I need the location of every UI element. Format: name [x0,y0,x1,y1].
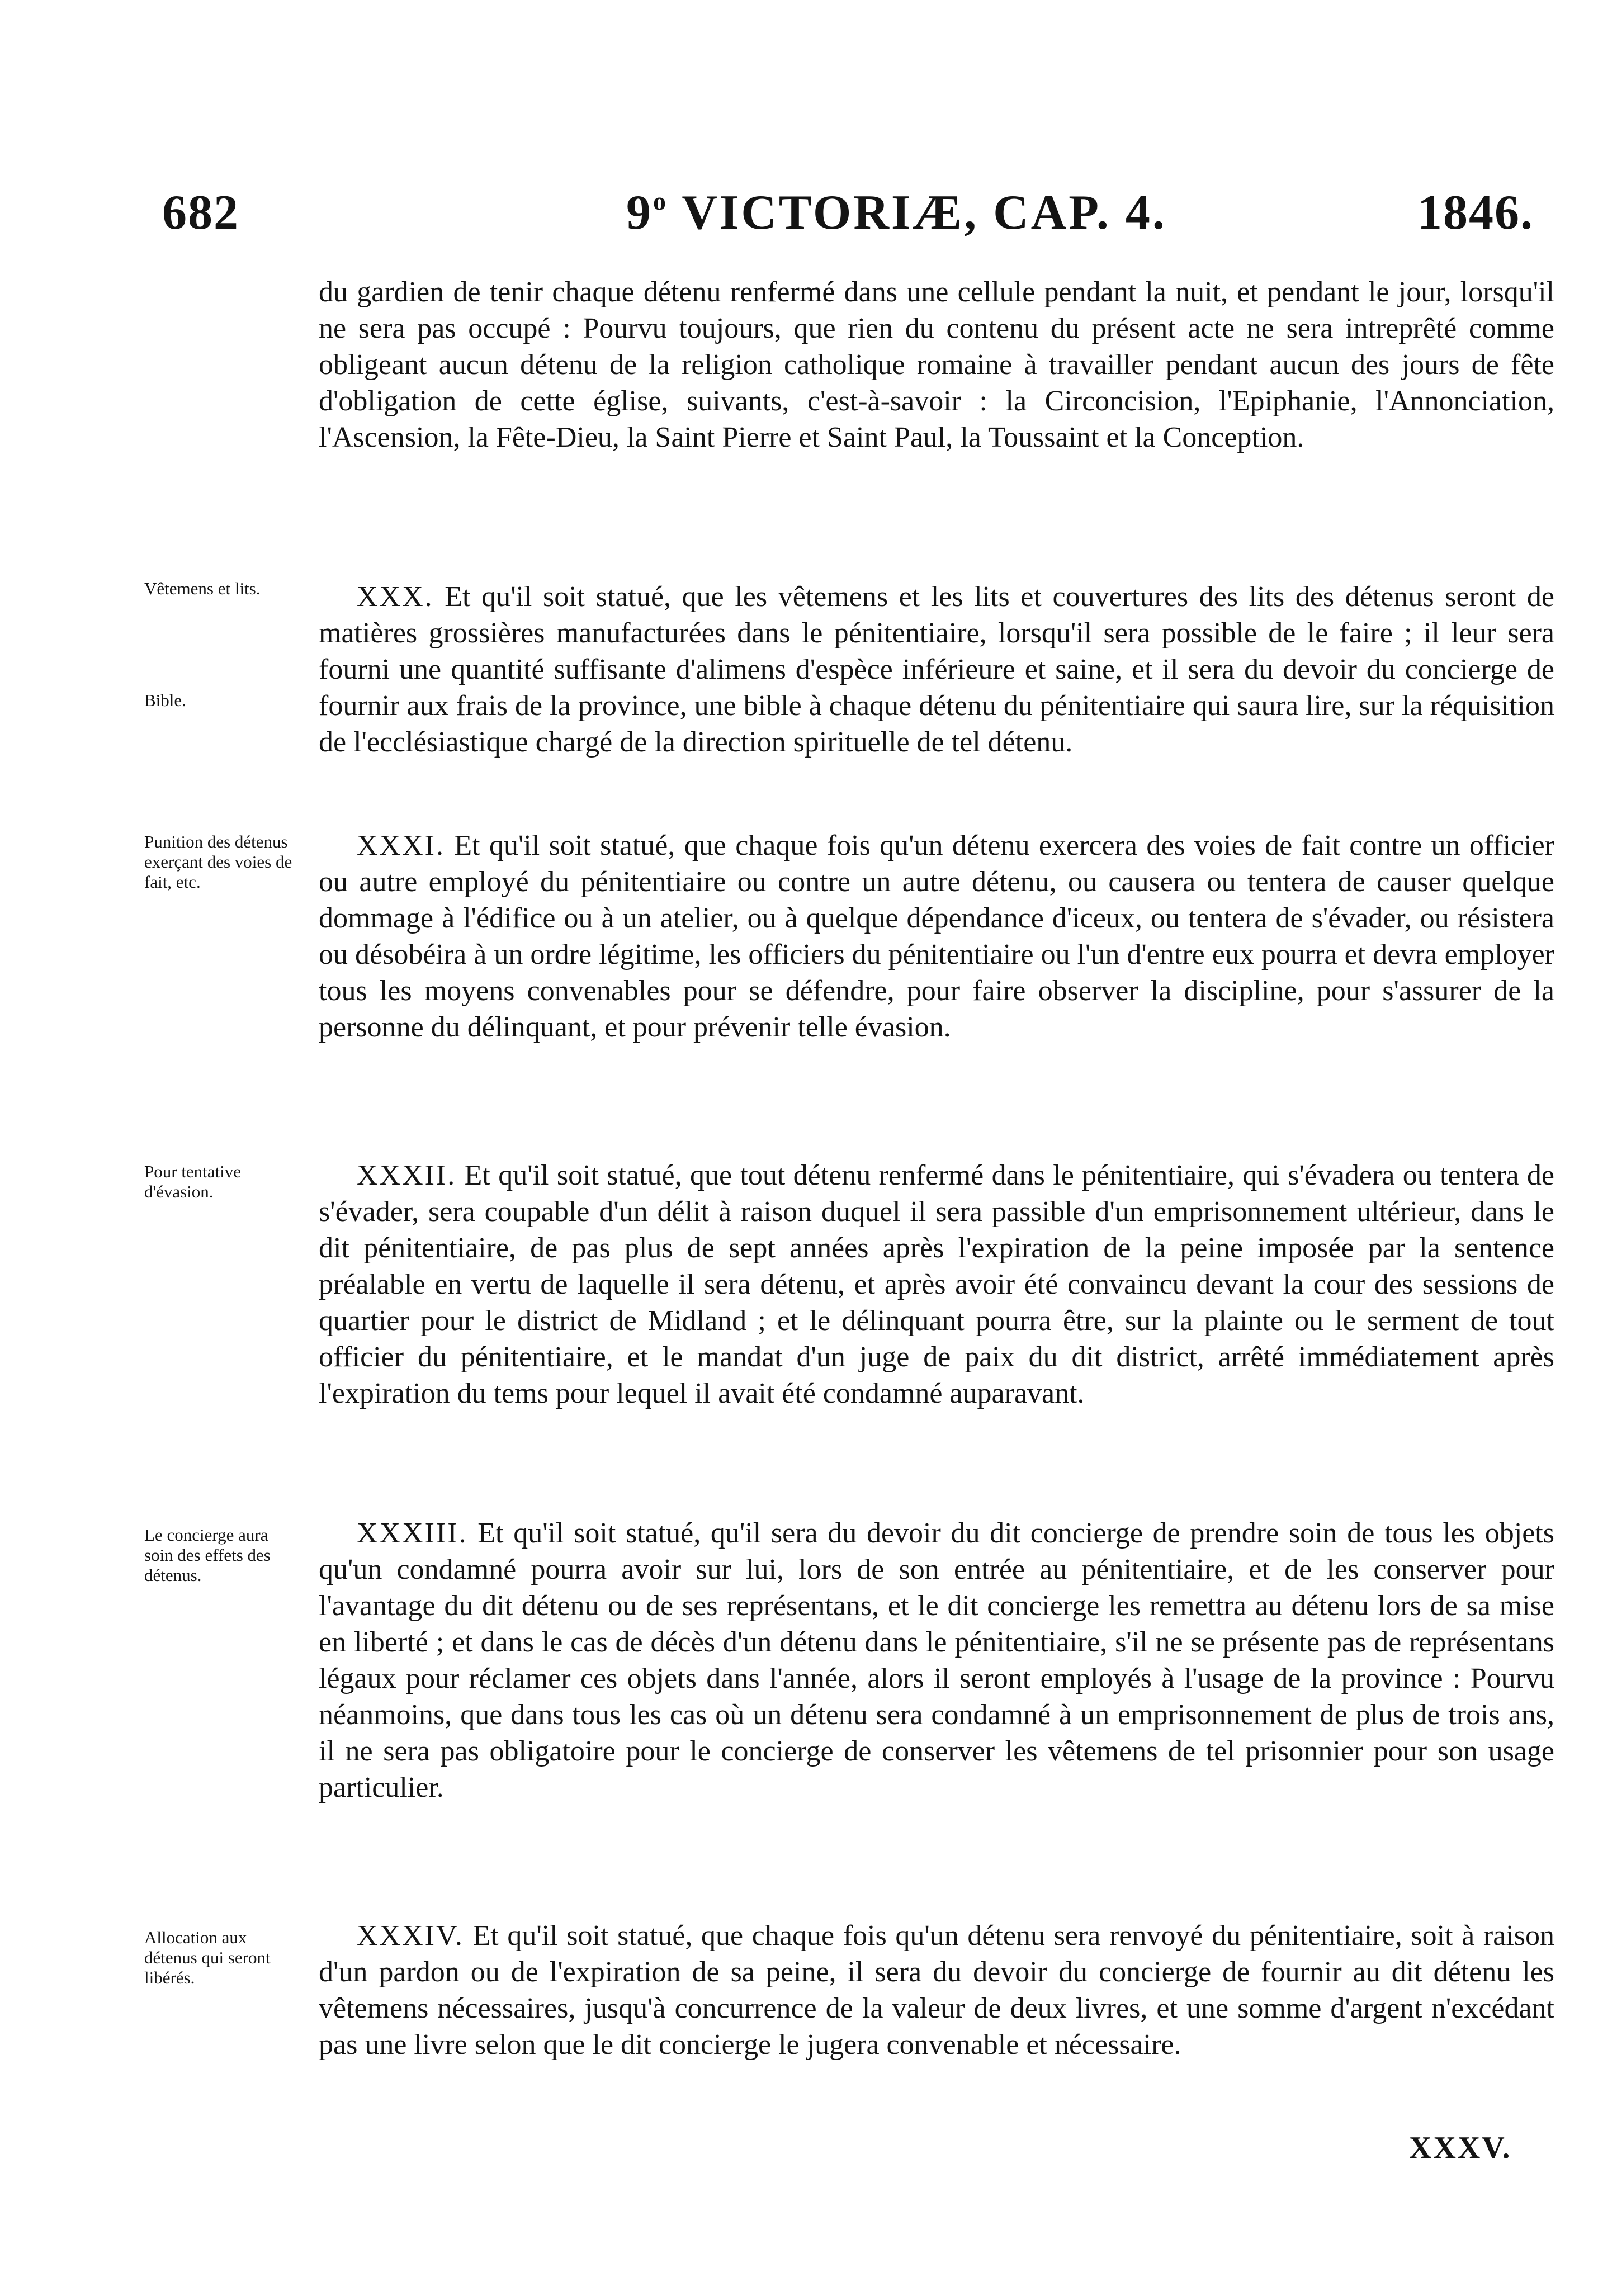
section-number: XXXIII. [357,1517,468,1549]
section-text: Et qu'il soit statué, que chaque fois qu'un détenu exercera des voies de fait contre un officier ou autre employé du pénitentiaire ou contre un autre détenu, ou causera ou tentera de causer quelque dommage à l'édifice ou à un atelier, ou à quelque dépendance d'iceux, ou tentera de s'évader, ou résistera ou désobéira à un ordre légitime, les officiers du pénitentiaire ou l'un d'entre eux pourra et devra employer tous les moyens convenables pour se défendre, pour faire observer la discipline, pour s'assurer de la personne du délinquant, et pour prévenir telle évasion. [319,830,1554,1043]
regnal-superscript: o [653,187,668,215]
section-text: Et qu'il soit statué, qu'il sera du devoir du dit concierge de prendre soin de tous les objets qu'un condamné pourra avoir sur lui, lors de son entrée au pénitentiaire, et de les conserver pour l'avantage du dit détenu ou de ses représentans, et le dit concierge les remettra au détenu lors de sa mise en liberté ; et dans le cas de décès d'un détenu dans le pénitentiaire, s'il ne se présente pas de représentans légaux pour réclamer ces objets dans l'année, alors il seront employés à l'usage de la province : Pourvu néanmoins, que dans tous les cas où un détenu sera condamné à un emprisonnement de plus de trois ans, il ne sera pas obligatoire pour le concierge de conserver les vêtemens de tel prisonnier pour son usage particulier. [319,1517,1554,1803]
margin-note-evasion: Pour tentative d'évasion. [144,1162,242,1201]
regnal-number: 9 [626,186,653,240]
margin-note-concierge: Le concierge aura soin des effets des détenus. [144,1525,271,1585]
page-year: 1846. [1417,186,1534,240]
margin-note-punition: Punition des détenus exerçant des voies de fait, etc. [144,832,292,892]
act-title: VICTORIÆ, CAP. 4. [682,186,1167,240]
section-text: Et qu'il soit statué, que chaque fois qu'un détenu sera renvoyé du pénitentiaire, soit à raison d'un pardon ou de l'expiration de sa peine, il sera du devoir du concierge de fournir au dit détenu les vêtemens nécessaires, jusqu'à concurrence de la valeur de deux livres, et une somme d'argent n'excédant pas une livre selon que le dit concierge le jugera convenable et nécessaire. [319,1920,1554,2061]
running-title [626,184,1167,241]
margin-note-allocation: Allocation aux détenus qui seront libérés. [144,1928,271,1987]
margin-note-vetemens: Vêtemens et lits. [144,579,261,598]
section-paragraph [319,827,1554,1045]
section-number: XXXII. [357,1159,457,1191]
section-paragraph [319,1515,1554,1806]
margin-note-bible: Bible. [144,690,186,710]
section-paragraph [319,1157,1554,1412]
section-number: XXXIV. [357,1920,464,1952]
section-text: Et qu'il soit statué, que les vêtemens et les lits et couvertures des lits des détenus seront de matières grossières manufacturées dans le pénitentiaire, lorsqu'il sera possible de le faire ; il leur sera fourni une quantité suffisante d'alimens d'espèce inférieure et saine, et il sera du devoir du concierge de fournir aux frais de la province, une bible à chaque détenu du pénitentiaire qui saura lire, sur la réquisition de l'ecclésiastique chargé de la direction spirituelle de tel détenu. [319,581,1554,758]
page-header [0,184,1598,246]
page-number: 682 [162,186,239,240]
continuation-paragraph: du gardien de tenir chaque détenu renfermé dans une cellule pendant la nuit, et pendant le jour, lorsqu'il ne sera pas occupé : Pourvu toujours, que rien du contenu du présent acte ne sera intreprêté comme obligeant aucun détenu de la religion catholique romaine à travailler pendant aucun des jours de fête d'obligation de cette église, suivants, c'est-à-savoir : la Circoncision, l'Epiphanie, l'Annonciation, l'Ascension, la Fête-Dieu, la Saint Pierre et Saint Paul, la Toussaint et la Conception. [319,276,1554,453]
section-paragraph [319,579,1554,760]
section-number: XXX. [357,581,434,613]
section-paragraph [319,1918,1554,2063]
section-number: XXXI. [357,830,445,861]
section-text: Et qu'il soit statué, que tout détenu renfermé dans le pénitentiaire, qui s'évadera ou tentera de s'évader, sera coupable d'un délit à raison duquel il sera passible d'un emprisonnement ultérieur, dans le dit pénitentiaire, de pas plus de sept années après l'expiration de la peine imposée par la sentence préalable en vertu de laquelle il sera détenu, et après avoir été convaincu devant la cour des sessions de quartier pour le district de Midland ; et le délinquant pourra être, sur la plainte ou le serment de tout officier du pénitentiaire, et le mandat d'un juge de paix du dit district, arrêté immédiatement après l'expiration du tems pour lequel il avait été condamné auparavant. [319,1159,1554,1409]
catchword: XXXV. [1409,2131,1512,2165]
